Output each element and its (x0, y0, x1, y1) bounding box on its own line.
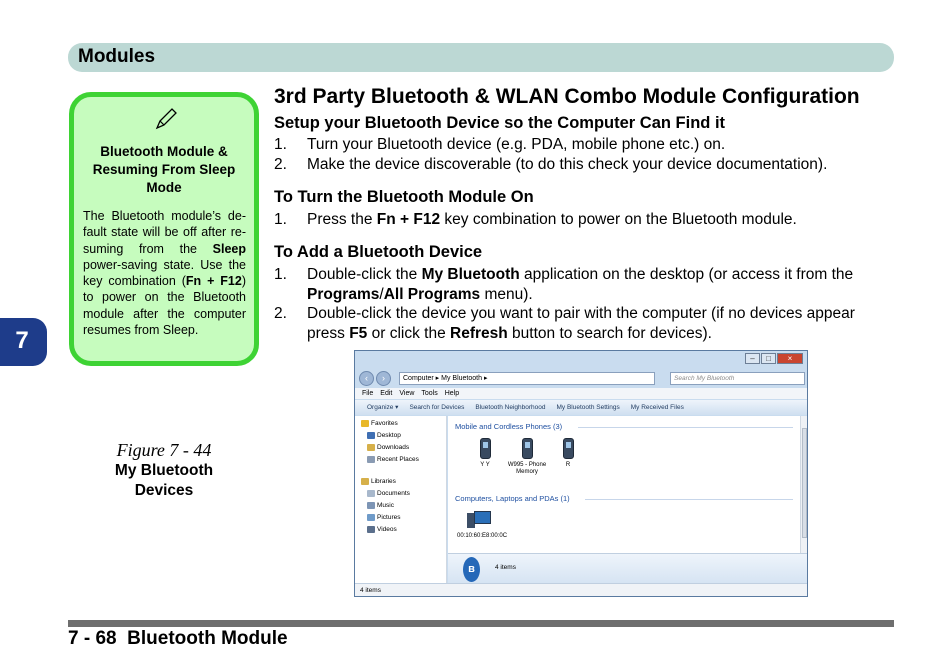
menu-bar (355, 388, 808, 399)
note-bold-sleep: Sleep (212, 241, 246, 256)
list-text: Double-click the My Bluetooth application on the desktop (or access it from the Programs/All Programs menu). (307, 266, 854, 303)
note-text: The Bluetooth module’s de-fault state will be off after re-suming from the (83, 209, 246, 256)
figure-caption (90, 439, 238, 501)
phone-icon (480, 438, 491, 459)
window-controls (744, 353, 803, 365)
address-bar[interactable]: Computer ▸ My Bluetooth ▸ (399, 372, 655, 385)
group-header-phones[interactable]: Mobile and Cordless Phones (3) (455, 422, 563, 431)
chapter-tab (0, 318, 47, 366)
close-icon[interactable]: × (777, 353, 803, 364)
device-item[interactable] (465, 438, 505, 469)
neighborhood-button[interactable]: Bluetooth Neighborhood (475, 404, 546, 411)
list-text: Make the device discoverable (to do this check your device documentation). (307, 156, 828, 173)
menu-edit[interactable]: Edit (380, 390, 393, 397)
note-title: Bluetooth Module & Resuming From Sleep Mode (92, 144, 236, 195)
address-row (359, 371, 805, 387)
chapter-title: Bluetooth Module (127, 628, 288, 649)
back-icon[interactable]: ‹ (359, 371, 374, 386)
music-icon (367, 502, 375, 509)
search-input[interactable]: Search My Bluetooth (670, 372, 805, 385)
list-number: 1. (274, 211, 287, 228)
chapter-number: 7 (15, 327, 29, 354)
device-item[interactable] (457, 510, 508, 540)
add-device-heading: To Add a Bluetooth Device (274, 243, 483, 261)
footer (68, 628, 288, 650)
organize-button[interactable]: Organize ▾ (367, 404, 399, 411)
device-label: Y Y (480, 462, 490, 468)
my-bluetooth-window (354, 350, 808, 597)
pictures-icon (367, 514, 375, 521)
header-bar (68, 43, 894, 72)
device-item[interactable] (548, 438, 588, 469)
nav-label: Desktop (377, 432, 401, 439)
folder-icon (367, 444, 375, 451)
group-divider (585, 499, 793, 500)
nav-label: Videos (377, 526, 397, 533)
menu-tools[interactable]: Tools (421, 390, 438, 397)
documents-icon (367, 490, 375, 497)
menu-help[interactable]: Help (444, 390, 460, 397)
group-header-computers[interactable]: Computers, Laptops and PDAs (1) (455, 494, 570, 503)
menu-file[interactable]: File (362, 390, 374, 397)
content-pane (448, 416, 800, 553)
nav-label: Libraries (371, 478, 396, 485)
device-label: R (565, 462, 571, 468)
list-text: Double-click the device you want to pair with the computer (if no devices appear press F5 or click the Refresh button to search for devices). (307, 305, 855, 342)
details-pane (448, 553, 808, 583)
phone-icon (563, 438, 574, 459)
list-number: 1. (274, 266, 287, 283)
bluetooth-icon: ʙ (463, 557, 480, 582)
computer-icon (465, 510, 491, 530)
device-label: 00:10:60:E8:00:0C (457, 533, 508, 539)
pencil-icon (154, 107, 178, 131)
nav-videos[interactable] (377, 525, 397, 534)
command-bar (355, 400, 808, 415)
received-files-button[interactable]: My Received Files (630, 404, 684, 411)
device-label: W995 - Phone Memory (507, 462, 547, 475)
note-bold-keys: Fn + F12 (185, 274, 242, 289)
list-text: Press the Fn + F12 key combination to power on the Bluetooth module. (307, 211, 797, 228)
note-text: power-saving state. Use the key combination ( (83, 257, 246, 289)
navigation-pane (355, 416, 447, 583)
recent-places-icon (367, 456, 375, 463)
forward-icon[interactable]: › (376, 371, 391, 386)
nav-downloads[interactable] (377, 443, 409, 452)
videos-icon (367, 526, 375, 533)
menu-view[interactable]: View (399, 390, 415, 397)
scrollbar[interactable] (800, 416, 808, 553)
group-divider (578, 427, 793, 428)
phone-icon (522, 438, 533, 459)
list-number: 2. (274, 156, 287, 173)
nav-label: Music (377, 502, 394, 509)
nav-libraries[interactable] (371, 477, 396, 486)
turn-on-heading: To Turn the Bluetooth Module On (274, 188, 534, 206)
library-icon (361, 478, 369, 485)
page-number: 7 - 68 (68, 628, 117, 649)
nav-label: Favorites (371, 420, 398, 427)
list-text: Turn your Bluetooth device (e.g. PDA, mobile phone etc.) on. (307, 136, 726, 153)
desktop-icon (367, 432, 375, 439)
maximize-icon[interactable]: □ (761, 353, 776, 364)
star-icon (361, 420, 369, 427)
figure-title: My Bluetooth Devices (114, 462, 214, 499)
note-body (83, 208, 246, 338)
nav-pictures[interactable] (377, 513, 400, 522)
scrollbar-thumb[interactable] (802, 428, 807, 538)
figure-number: Figure 7 - 44 (116, 440, 212, 460)
setup-heading: Setup your Bluetooth Device so the Computer Can Find it (274, 114, 726, 132)
nav-desktop[interactable] (377, 431, 401, 440)
nav-documents[interactable] (377, 489, 410, 498)
device-item[interactable] (507, 438, 547, 476)
nav-music[interactable] (377, 501, 394, 510)
section-title: Modules (78, 46, 156, 67)
list-number: 2. (274, 305, 287, 322)
nav-recent[interactable] (377, 455, 419, 464)
list-number: 1. (274, 136, 287, 153)
settings-button[interactable]: My Bluetooth Settings (556, 404, 620, 411)
minimize-icon[interactable]: – (745, 353, 760, 364)
nav-label: Recent Places (377, 456, 419, 463)
page-title: 3rd Party Bluetooth & WLAN Combo Module Configuration (274, 85, 860, 108)
nav-favorites[interactable] (371, 419, 398, 428)
nav-label: Documents (377, 490, 410, 497)
search-devices-button[interactable]: Search for Devices (409, 404, 465, 411)
note-text: ) to power on the Bluetooth module after the computer resumes from Sleep. (83, 274, 247, 338)
nav-label: Downloads (377, 444, 410, 451)
details-count: 4 items (495, 564, 516, 571)
status-bar: 4 items (355, 583, 808, 597)
footer-rule (68, 620, 894, 627)
note-box (69, 92, 259, 366)
nav-label: Pictures (377, 514, 401, 521)
